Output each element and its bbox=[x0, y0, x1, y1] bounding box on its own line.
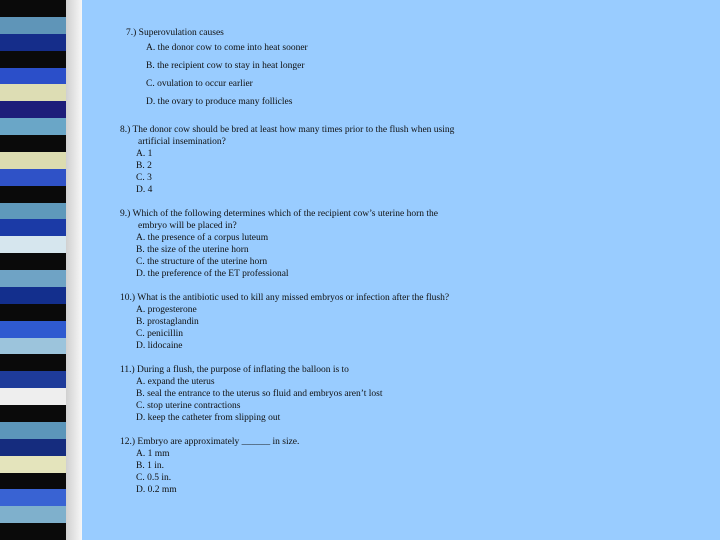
stripe-segment bbox=[0, 0, 66, 17]
answer-option: B. seal the entrance to the uterus so fluid and embryos aren’t lost bbox=[136, 389, 383, 399]
answer-option: B. the size of the uterine horn bbox=[136, 245, 249, 255]
question-q8 bbox=[120, 124, 454, 196]
question-text: 7.) Superovulation causes bbox=[126, 28, 224, 38]
decorative-stripe bbox=[0, 0, 66, 540]
stripe-segment bbox=[0, 169, 66, 186]
stripe-segment bbox=[0, 219, 66, 236]
answer-option: C. the structure of the uterine horn bbox=[136, 257, 268, 267]
stripe-segment bbox=[0, 84, 66, 101]
answer-option: D. the ovary to produce many follicles bbox=[146, 97, 293, 107]
stripe-segment bbox=[0, 489, 66, 506]
stripe-segment bbox=[0, 422, 66, 439]
answer-option: C. 3 bbox=[136, 173, 152, 183]
answer-option: B. 2 bbox=[136, 161, 152, 171]
answer-option: A. the presence of a corpus luteum bbox=[136, 233, 269, 243]
answer-option: A. progesterone bbox=[136, 305, 197, 315]
stripe-segment bbox=[0, 304, 66, 321]
stripe-segment bbox=[0, 405, 66, 422]
stripe-segment bbox=[0, 253, 66, 270]
stripe-segment bbox=[0, 338, 66, 355]
stripe-segment bbox=[0, 371, 66, 388]
stripe-segment bbox=[0, 456, 66, 473]
stripe-segment bbox=[0, 354, 66, 371]
stripe-segment bbox=[0, 287, 66, 304]
answer-option: D. keep the catheter from slipping out bbox=[136, 413, 281, 423]
answer-option: C. 0.5 in. bbox=[136, 473, 172, 483]
question-text: 12.) Embryo are approximately ______ in size. bbox=[120, 437, 300, 447]
answer-option: C. penicillin bbox=[136, 329, 183, 339]
question-text: 11.) During a flush, the purpose of inflating the balloon is to bbox=[120, 365, 349, 375]
stripe-segment bbox=[0, 388, 66, 405]
question-q10 bbox=[120, 292, 449, 352]
answer-option: A. the donor cow to come into heat sooner bbox=[146, 43, 308, 53]
answer-option: C. ovulation to occur earlier bbox=[146, 79, 253, 89]
question-text: 10.) What is the antibiotic used to kill any missed embryos or infection after the flush? bbox=[120, 293, 450, 303]
question-q12 bbox=[120, 436, 299, 496]
answer-option: A. 1 bbox=[136, 149, 153, 159]
answer-option: D. 4 bbox=[136, 185, 153, 195]
stripe-segment bbox=[0, 118, 66, 135]
slide-content bbox=[82, 0, 720, 540]
question-q11 bbox=[120, 364, 383, 424]
stripe-segment bbox=[0, 51, 66, 68]
stripe-segment bbox=[0, 270, 66, 287]
stripe-segment bbox=[0, 68, 66, 85]
stripe-segment bbox=[0, 321, 66, 338]
stripe-segment bbox=[0, 506, 66, 523]
answer-option: C. stop uterine contractions bbox=[136, 401, 241, 411]
stripe-segment bbox=[0, 203, 66, 220]
stripe-segment bbox=[0, 439, 66, 456]
stripe-segment bbox=[0, 17, 66, 34]
answer-option: B. prostaglandin bbox=[136, 317, 199, 327]
stripe-segment bbox=[0, 34, 66, 51]
question-q7 bbox=[126, 27, 308, 111]
stripe-segment bbox=[0, 473, 66, 490]
answer-option: D. the preference of the ET professional bbox=[136, 269, 289, 279]
answer-option: D. 0.2 mm bbox=[136, 485, 177, 495]
stripe-segment bbox=[0, 186, 66, 203]
stripe-segment bbox=[0, 523, 66, 540]
question-text-continued: artificial insemination? bbox=[138, 137, 226, 147]
question-text: 9.) Which of the following determines which of the recipient cow’s uterine horn the bbox=[120, 209, 438, 219]
stripe-segment bbox=[0, 101, 66, 118]
answer-option: B. 1 in. bbox=[136, 461, 164, 471]
question-q9 bbox=[120, 208, 438, 280]
answer-option: A. expand the uterus bbox=[136, 377, 215, 387]
stripe-shadow bbox=[66, 0, 82, 540]
stripe-segment bbox=[0, 152, 66, 169]
stripe-segment bbox=[0, 236, 66, 253]
answer-option: B. the recipient cow to stay in heat longer bbox=[146, 61, 305, 71]
question-text: 8.) The donor cow should be bred at least how many times prior to the flush when using bbox=[120, 125, 455, 135]
answer-option: D. lidocaine bbox=[136, 341, 183, 351]
stripe-segment bbox=[0, 135, 66, 152]
question-text-continued: embryo will be placed in? bbox=[138, 221, 237, 231]
answer-option: A. 1 mm bbox=[136, 449, 170, 459]
